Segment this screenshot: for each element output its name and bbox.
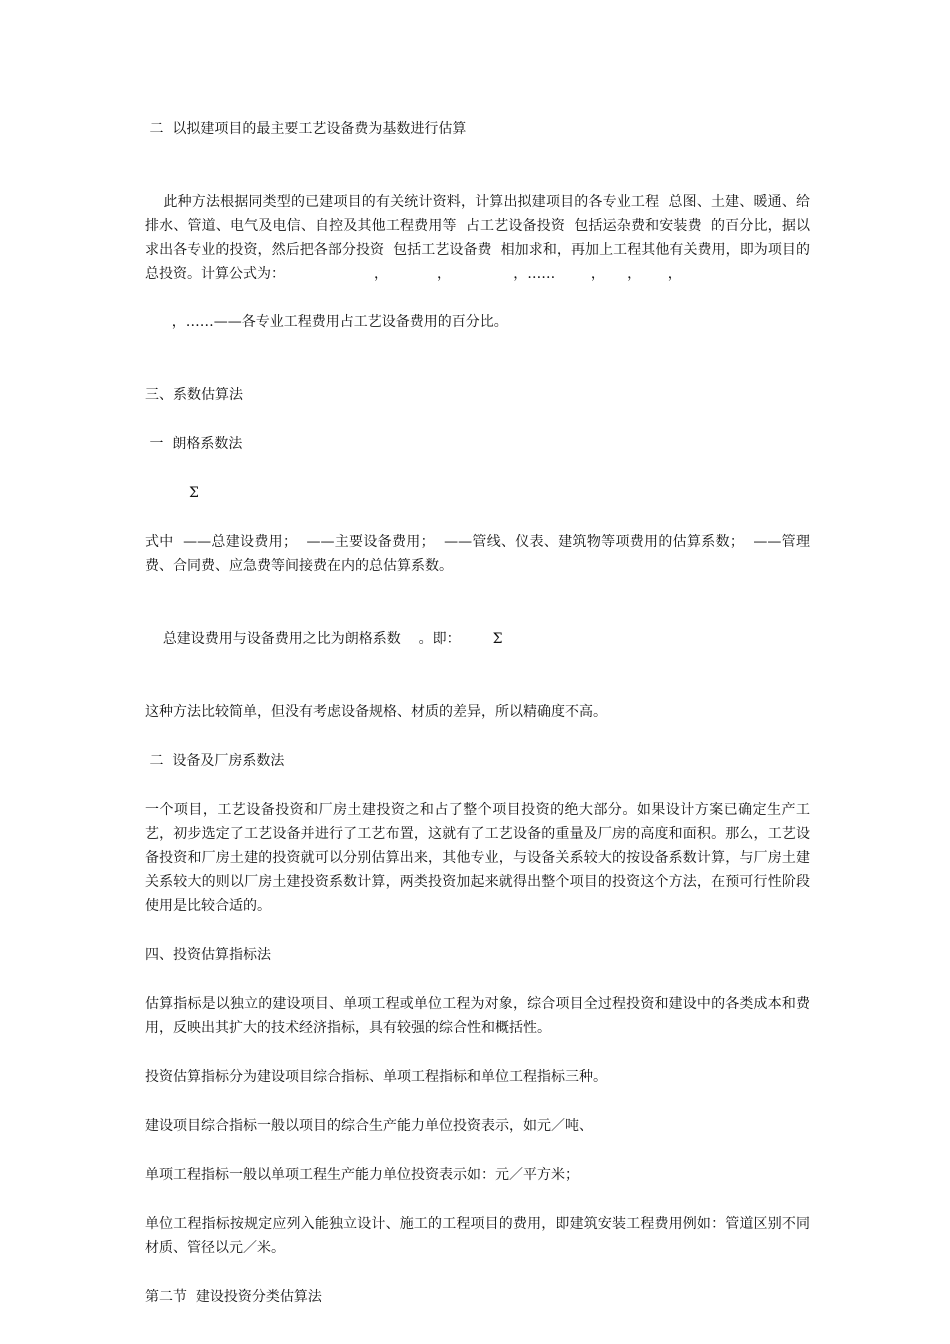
paragraph-lang-simple: 这种方法比较简单，但没有考虑设备规格、材质的差异，所以精确度不高。 (145, 704, 607, 720)
heading-investment-index-method: 四、投资估算指标法 (145, 947, 271, 963)
heading-section-2: 第二节 建设投资分类估算法 (145, 1289, 322, 1305)
heading-equipment-plant-coefficient: 二 设备及厂房系数法 (145, 753, 285, 769)
paragraph-index-single: 单项工程指标一般以单项工程生产能力单位投资表示如：元／平方米； (145, 1167, 579, 1183)
paragraph-formula-symbols: 式中 ——总建设费用； ——主要设备费用； ——管线、仪表、建筑物等项费用的估算系数； ——管理费、合同费、应急费等间接费在内的总估算系数。 (145, 534, 810, 574)
paragraph-index-definition: 估算指标是以独立的建设项目、单项工程或单位工程为对象，综合项目全过程投资和建设中的各类成本和费用，反映出其扩大的技术经济指标，具有较强的综合性和概括性。 (145, 996, 810, 1036)
heading-coefficient-method: 三、系数估算法 (145, 387, 243, 403)
paragraph-equipment-plant: 一个项目，工艺设备投资和厂房土建投资之和占了整个项目投资的绝大部分。如果设计方案已确定生产工艺，初步选定了工艺设备并进行了工艺布置，这就有了工艺设备的重量及厂房的高度和面积。那么，工艺设备投资和厂房土建的投资就可以分别估算出来，其他专业，与设备关系较大的按设备系数计算，与厂房土建关系较大的则以厂房土建投资系数计算，两类投资加起来就得出整个项目的投资这个方法，在预可行性阶段使用是比较合适的。 (145, 802, 810, 914)
lang-formula-sigma: Σ (189, 485, 199, 501)
paragraph-index-unit: 单位工程指标按规定应列入能独立设计、施工的工程项目的费用，即建筑安装工程费用例如：管道区别不同材质、管径以元／米。 (145, 1216, 810, 1256)
document-page (145, 117, 810, 1334)
paragraph-equipment-base-formula-tail: ，……——各专业工程费用占工艺设备费用的百分比。 (162, 314, 508, 330)
paragraph-equipment-base-method (145, 166, 810, 358)
lang-ratio-text: 总建设费用与设备费用之比为朗格系数 。即： (162, 631, 461, 647)
lang-ratio-sigma: Σ (492, 631, 503, 647)
paragraph-lang-ratio (145, 603, 810, 675)
heading-lang-coefficient: 一 朗格系数法 (145, 436, 243, 452)
paragraph-index-project: 建设项目综合指标一般以项目的综合生产能力单位投资表示，如元／吨、 (145, 1118, 593, 1134)
paragraph-equipment-base-body: 此种方法根据同类型的已建项目的有关统计资料，计算出拟建项目的各专业工程 总图、土建、暖通、给排水、管道、电气及电信、自控及其他工程费用等 占工艺设备投资 包括运杂费和安装费 的百分比，据以求出各专业的投资，然后把各部分投资 包括工艺设备费 相加求和，再加上工程其他有关费用，即为项目的总投资。计算公式为： ， ， ，…… ， ， ， (145, 194, 810, 282)
paragraph-index-types: 投资估算指标分为建设项目综合指标、单项工程指标和单位工程指标三种。 (145, 1069, 607, 1085)
heading-equipment-base-method: 二 以拟建项目的最主要工艺设备费为基数进行估算 (145, 121, 467, 137)
